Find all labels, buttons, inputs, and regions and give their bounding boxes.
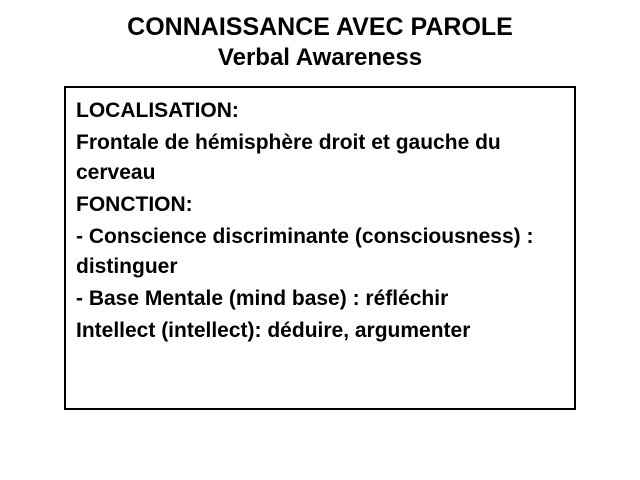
content-line-fonction: FONCTION:	[76, 193, 193, 216]
content-line-localisation-detail: Frontale de hémisphère droit et gauche du cerveau	[76, 131, 507, 184]
page-title: CONNAISSANCE AVEC PAROLE	[127, 13, 513, 41]
content-box	[64, 86, 576, 410]
title-block	[0, 0, 640, 73]
content-line-base-mentale: - Base Mentale (mind base) : réfléchir	[76, 287, 449, 310]
content-line-localisation: LOCALISATION:	[76, 99, 239, 122]
content-line-conscience: - Conscience discriminante (consciousness) : distinguer	[76, 225, 540, 278]
content-line-intellect: Intellect (intellect): déduire, argumenter	[76, 319, 471, 342]
page-subtitle: Verbal Awareness	[217, 44, 423, 71]
